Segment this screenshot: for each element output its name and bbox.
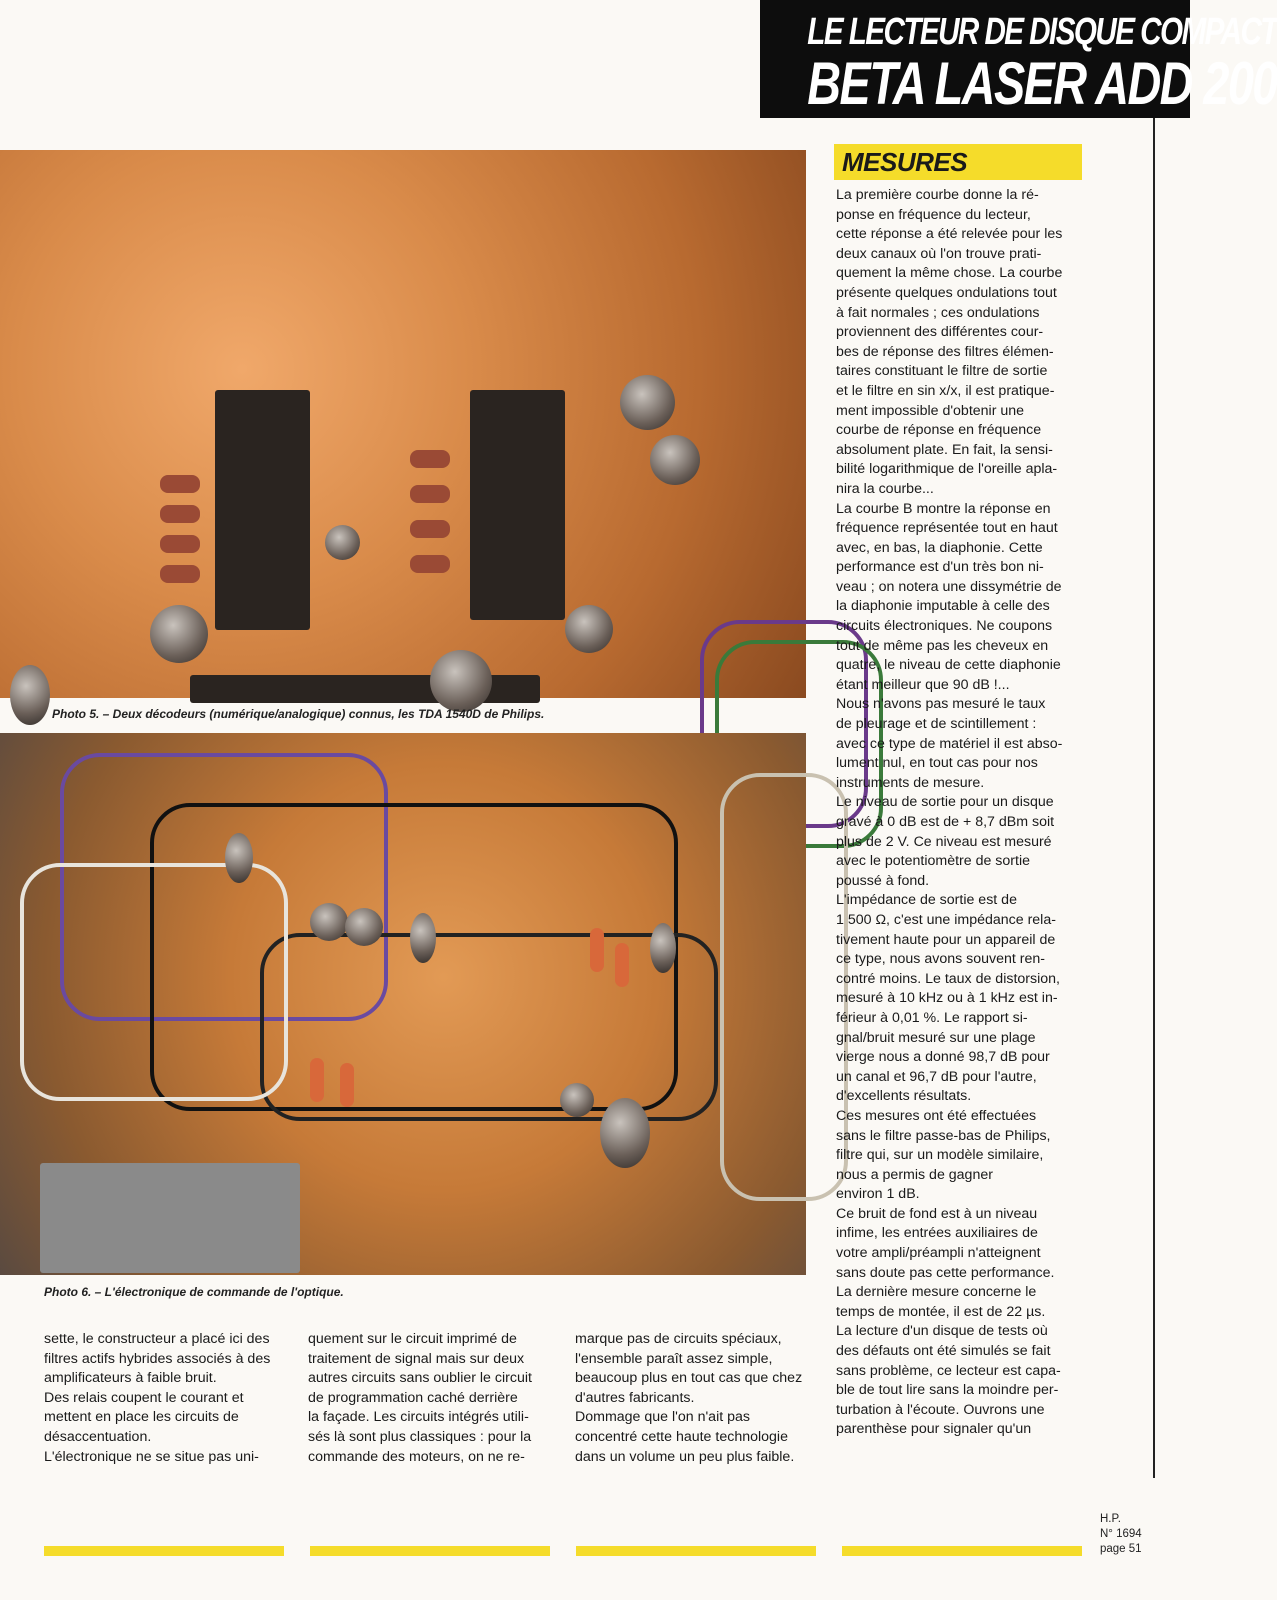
resistor — [590, 928, 604, 972]
resistor — [160, 535, 200, 553]
ic-chip-right — [470, 390, 565, 620]
footer-bar — [44, 1546, 284, 1556]
article-title-line1: LE LECTEUR DE DISQUE COMPACT — [807, 11, 1277, 53]
capacitor — [150, 605, 208, 663]
resistor — [160, 505, 200, 523]
sidebar-title: MESURES — [834, 144, 1082, 180]
resistor — [615, 943, 629, 987]
wire — [260, 933, 718, 1121]
resistor — [160, 565, 200, 583]
body-column-2: quement sur le circuit imprimé de traitement de signal mais sur deux autres circuits sans oublier le circuit de programmation caché derrière la façade. Les circuits intégrés utili- sés là sont plus classiques : pour la commande des moteurs, on ne re- — [308, 1331, 532, 1465]
capacitor — [225, 833, 253, 883]
capacitor — [10, 665, 50, 725]
article-title-line2: BETA LASER ADD 200 — [807, 50, 1277, 117]
resistor — [340, 1063, 354, 1107]
capacitor — [600, 1098, 650, 1168]
photo-5-caption: Photo 5. – Deux décodeurs (numérique/analogique) connus, les TDA 1540D de Philips. — [52, 707, 545, 721]
photo-6-optics-electronics — [0, 733, 806, 1275]
column-rule — [1153, 118, 1155, 1478]
mechanism-chassis — [40, 1163, 300, 1273]
capacitor — [650, 923, 676, 973]
article-title-block — [760, 0, 1277, 118]
photo-6-caption: Photo 6. – L'électronique de commande de l'optique. — [44, 1285, 344, 1299]
ic-chip-left — [215, 390, 310, 630]
resistor — [310, 1058, 324, 1102]
capacitor — [565, 605, 613, 653]
capacitor — [650, 435, 700, 485]
capacitor — [430, 650, 492, 712]
capacitor — [310, 903, 348, 941]
capacitor — [345, 908, 383, 946]
body-column-3: marque pas de circuits spéciaux, l'ensemble paraît assez simple, beaucoup plus en tout cas que chez d'autres fabricants. Dommage que l'on n'ait pas concentré cette haute technologie dans un volume un peu plus faible. — [575, 1331, 803, 1465]
footer-bar — [576, 1546, 816, 1556]
resistor — [410, 555, 450, 573]
capacitor — [325, 525, 360, 560]
resistor — [410, 485, 450, 503]
body-column-1: sette, le constructeur a placé ici des filtres actifs hybrides associés à des amplificateurs à faible bruit. Des relais coupent le courant et mettent en place les circuits de désaccentuation. L'électronique ne se situe pas uni- — [44, 1331, 271, 1465]
resistor — [410, 450, 450, 468]
capacitor — [560, 1083, 594, 1117]
resistor — [410, 520, 450, 538]
ribbon-cable — [720, 773, 848, 1201]
footer-bar — [842, 1546, 1082, 1556]
sidebar-body-text: La première courbe donne la ré- ponse en fréquence du lecteur, cette réponse a été relevée pour les deux canaux où l'on trouve prati- quement la même chose. La courbe présente quelques ondulations tout à fait normales ; ces ondulations proviennent des différentes cour- bes de réponse des filtres élémen- taires constituant le filtre de sortie et le filtre en sin x/x, il est pratique- ment impossible d'obtenir une courbe de réponse en fréquence absolument plate. En fait, la sensi- bilité logarithmique de l'oreille apla- nira la courbe... La courbe B montre la réponse en fréquence représentée tout en haut avec, en bas, la diaphonie. Cette performance est d'un très bon ni- veau ; on notera une dissymétrie de la diaphonie imputable à celle des circuits électroniques. Ne coupons tout de même pas les cheveux en quatre, le niveau de cette diaphonie étant meilleur que 90 dB !... Nous n'avons pas mesuré le taux de pleurage et de scintillement : avec ce type de matériel il est abso- lument nul, en tout cas pour nos instruments de mesure. Le niveau de sortie pour un disque gravé à 0 dB est de + 8,7 dBm soit plus de 2 V. Ce niveau est mesuré avec le potentiomètre de sortie poussé à fond. L'impédance de sortie est de 1 500 Ω, c'est une impédance rela- tivement haute pour un appareil de ce type, nous avons souvent ren- contré moins. Le taux de distorsion, mesuré à 10 kHz ou à 1 kHz est in- férieur à 0,01 %. Le rapport si- gnal/bruit mesuré sur une plage vierge nous a donné 98,7 dB pour un canal et 96,7 dB pour l'autre, d'excellents résultats. Ces mesures ont été effectuées sans le filtre passe-bas de Philips, filtre qui, sur un modèle similaire, nous a permis de gagner environ 1 dB. Ce bruit de fond est à un niveau infime, les entrées auxiliaires de votre ampli/préampli n'atteignent sans doute pas cette performance. La dernière mesure concerne le temps de montée, il est de 22 µs. La lecture d'un disque de tests où des défauts ont été simulés se fait sans problème, ce lecteur est capa- ble de tout lire sans la moindre per- turbation à l'écoute. Ouvrons une parenthèse pour signaler qu'un — [836, 187, 1063, 1438]
page-folio: H.P. N° 1694 page 51 — [1100, 1513, 1142, 1555]
capacitor — [620, 375, 675, 430]
capacitor — [410, 913, 436, 963]
wire — [20, 863, 288, 1101]
photo-5-decoder-board — [0, 150, 806, 698]
resistor — [160, 475, 200, 493]
footer-bar — [310, 1546, 550, 1556]
